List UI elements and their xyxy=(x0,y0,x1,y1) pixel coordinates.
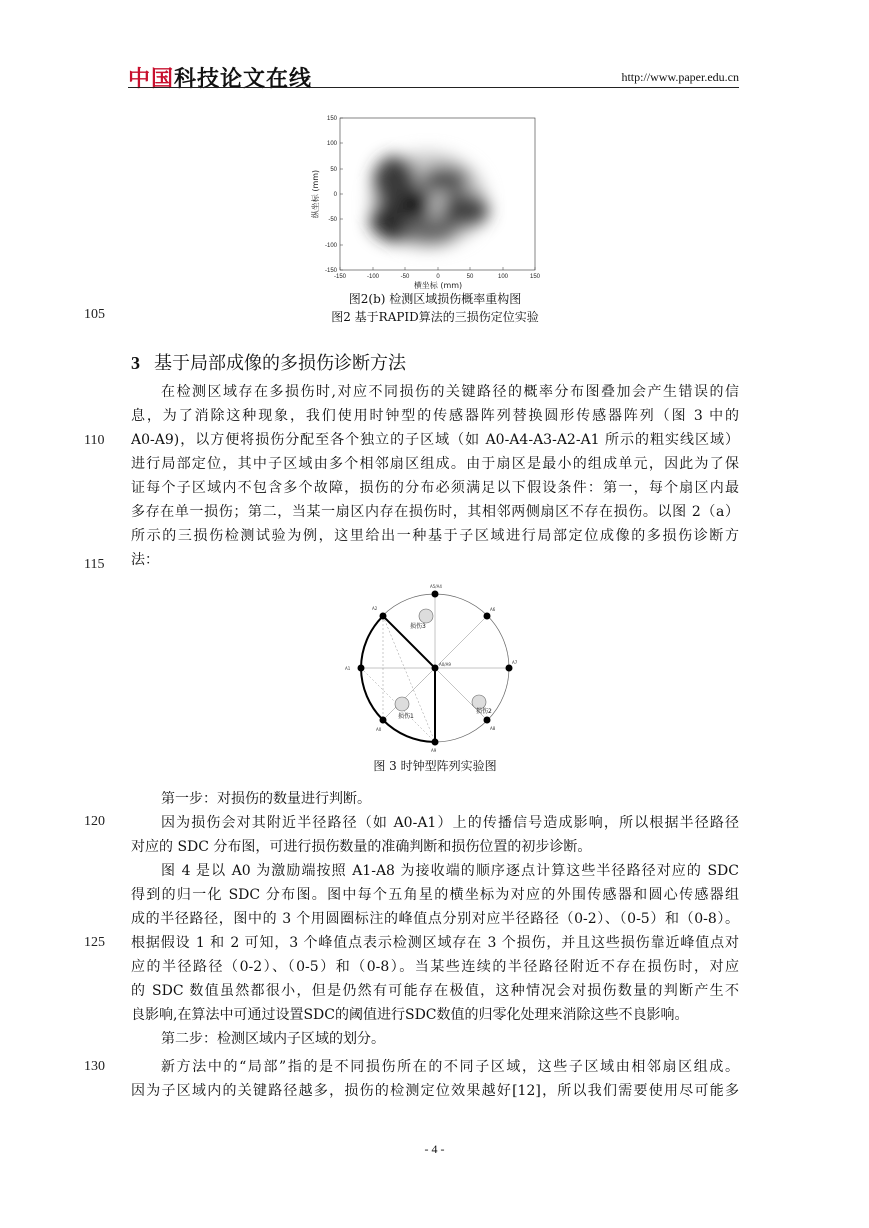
line-number-105: 105 xyxy=(84,307,105,322)
svg-text:0: 0 xyxy=(333,192,337,198)
journal-logo: 中国科技论文在线 xyxy=(128,67,313,92)
line-number-125: 125 xyxy=(84,935,105,950)
y-axis-label: 纵坐标 (mm) xyxy=(311,169,320,219)
step-1-title: 第一步：对损伤的数量进行判断。 xyxy=(161,791,371,807)
damage-markers xyxy=(395,609,486,711)
svg-text:-50: -50 xyxy=(328,217,337,223)
paragraph-4: 新方法中的“局部”指的是不同损伤所在的不同子区域，这些子区域由相邻扇区组成。 因为子区域内的关键路径越多，损伤的检测定位效果越好[12]，所以我们需要使用尽可能多 xyxy=(131,1059,739,1099)
svg-text:-50: -50 xyxy=(400,274,410,280)
svg-text:损伤1: 损伤1 xyxy=(398,713,414,720)
svg-text:150: 150 xyxy=(326,116,337,122)
paragraph-2: 因为损伤会对其附近半径路径（如 A0-A1）上的传播信号造成影响，所以根据半径路径 对应的 SDC 分布图，可进行损伤数量的准确判断和损伤位置的初步诊断。 xyxy=(131,815,739,855)
svg-text:100: 100 xyxy=(326,141,337,147)
path-lines xyxy=(361,616,435,742)
line-number-110: 110 xyxy=(84,433,105,448)
x-axis-label: 横坐标 (mm) xyxy=(413,281,463,290)
svg-text:A0: A0 xyxy=(376,727,382,732)
svg-text:50: 50 xyxy=(466,274,474,280)
svg-text:A5/A4: A5/A4 xyxy=(430,584,442,589)
figure-2b-caption: 图2(b) 检测区域损伤概率重构图 xyxy=(348,292,522,306)
section-heading: 3 基于局部成像的多损伤诊断方法 xyxy=(131,353,406,374)
sensor-labels xyxy=(345,584,518,753)
svg-text:-100: -100 xyxy=(366,274,380,280)
figure-2-caption: 图2 基于RAPID算法的三损伤定位实验 xyxy=(331,310,539,324)
svg-text:-100: -100 xyxy=(324,243,337,249)
header-url: http://www.paper.edu.cn xyxy=(621,70,739,84)
svg-text:A1: A1 xyxy=(345,666,351,671)
svg-text:A2: A2 xyxy=(372,606,378,611)
svg-text:150: 150 xyxy=(529,274,541,280)
figure-3-caption: 图 3 时钟型阵列实验图 xyxy=(373,759,497,773)
svg-text:损伤2: 损伤2 xyxy=(476,708,492,715)
paragraph-1: 在检测区域存在多损伤时,对应不同损伤的关键路径的概率分布图叠加会产生错误的信 息，为了消除这种现象，我们使用时钟型的传感器阵列替换圆形传感器阵列（图 3 中的 A0-A9)，以方便将损伤分配至各个独立的子区域（如 A0-A4-A3-A2-A1 所示的粗实线区域） 进行局部定位，其中子区域由多个相邻扇区组成。由于扇区是最小的组成单元，因此为了保 证每个子区域内不包含多个故障，损伤的分布必须满足以下假设条件：第一，每个扇区内最 多存在单一损伤；第二，当某一扇区内存在损伤时，其相邻两侧扇区不存在损伤。以图 2（a） 所示的三损伤检测试验为例，这里给出一种基于子区域进行局部定位成像的多损伤诊断方 法： xyxy=(131,384,739,568)
svg-text:A9: A9 xyxy=(431,748,437,753)
svg-text:损伤3: 损伤3 xyxy=(410,623,426,630)
svg-text:A7: A7 xyxy=(512,660,518,665)
svg-text:100: 100 xyxy=(497,274,509,280)
svg-text:A8: A8 xyxy=(490,726,496,731)
y-tick-labels xyxy=(325,116,338,274)
figure-2b-plot xyxy=(300,112,550,292)
line-number-130: 130 xyxy=(84,1059,105,1074)
x-tick-labels xyxy=(334,274,541,280)
header-rule xyxy=(128,87,739,88)
svg-text:A6: A6 xyxy=(490,607,496,612)
line-number-120: 120 xyxy=(84,814,105,829)
paragraph-3: 图 4 是以 A0 为激励端按照 A1-A8 为接收端的顺序逐点计算这些半径路径对应的 SDC 得到的归一化 SDC 分布图。图中每个五角星的横坐标为对应的外围传感器和圆心传感器组 成的半径路径，图中的 3 个用圆圈标注的峰值点分别对应半径路径（0-2）、（0-5）和（0-8）。 根据假设 1 和 2 可知，3 个峰值点表示检测区域存在 3 个损伤，并且这些损伤靠近峰值点对 应的半径路径（0-2）、（0-5）和（0-8）。当某些连续的半径路径附近不存在损伤时，对应 的 SDC 数值虽然都很小，但是仍然有可能存在极值，这种情况会对损伤数量的判断产生不 良影响,在算法中可通过设置SDC的阈值进行SDC数值的归零化处理来消除这些不良影响。 xyxy=(131,863,739,1023)
svg-text:A0/A9: A0/A9 xyxy=(439,662,451,667)
step-2-title: 第二步：检测区域内子区域的划分。 xyxy=(161,1031,385,1047)
page-number: - 4 - xyxy=(424,1142,445,1156)
svg-text:0: 0 xyxy=(436,274,440,280)
svg-text:-150: -150 xyxy=(324,268,337,274)
line-number-115: 115 xyxy=(84,557,105,572)
figure-3-clock-array xyxy=(340,578,530,756)
svg-text:50: 50 xyxy=(330,167,337,173)
svg-text:-150: -150 xyxy=(333,274,347,280)
